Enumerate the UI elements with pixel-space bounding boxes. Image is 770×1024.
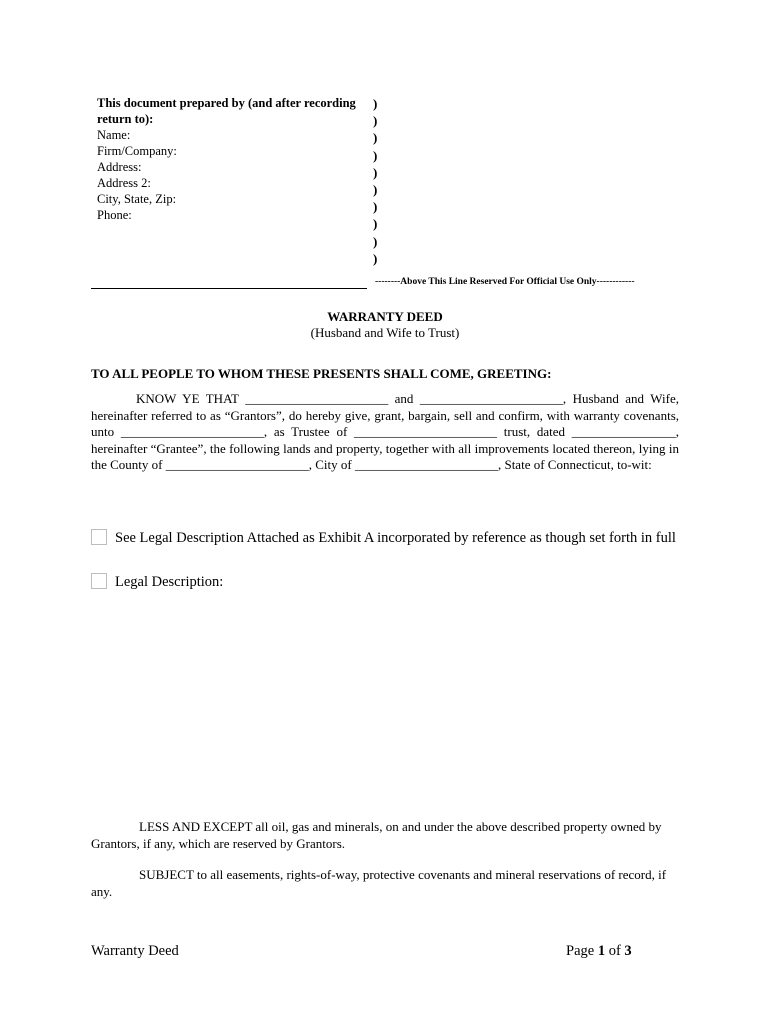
field-name-label: Name: <box>97 128 131 142</box>
paren: ) <box>373 113 378 129</box>
paren: ) <box>373 164 378 180</box>
current-page: 1 <box>597 943 606 959</box>
prepared-by-heading: This document prepared by (and after recording return to): <box>97 96 356 126</box>
paren: ) <box>373 182 378 198</box>
know-ye-paragraph <box>91 391 679 474</box>
paren: ) <box>373 130 378 146</box>
official-use-line: --------Above This Line Reserved For Official Use Only------------ <box>375 277 635 287</box>
prepared-by-block <box>97 95 367 223</box>
legal-description-label: Legal Description: <box>115 574 224 590</box>
paren: ) <box>373 233 378 249</box>
field-city-state-zip-label: City, State, Zip: <box>97 192 177 206</box>
exhibit-option-row <box>91 529 681 547</box>
paren: ) <box>373 96 378 111</box>
less-except-text: LESS AND EXCEPT all oil, gas and minerals, on and under the above described property owned by Grantors, if any, which are reserved by Grantors. <box>91 819 662 851</box>
legal-description-option-row <box>91 573 681 591</box>
field-phone-label: Phone: <box>97 208 132 222</box>
footer-document-name: Warranty Deed <box>91 943 179 959</box>
paren-column <box>373 95 377 267</box>
less-except-paragraph <box>91 818 681 852</box>
paren: ) <box>373 216 378 232</box>
exhibit-checkbox[interactable] <box>91 529 107 545</box>
paren: ) <box>373 147 378 163</box>
field-address2-label: Address 2: <box>97 176 151 190</box>
footer-page-number <box>566 943 632 960</box>
field-firm-label: Firm/Company: <box>97 144 177 158</box>
field-address-label: Address: <box>97 160 142 174</box>
exhibit-option-label: See Legal Description Attached as Exhibit A incorporated by reference as though set forth in full <box>115 530 676 546</box>
total-pages: 3 <box>624 943 632 959</box>
greeting-heading: TO ALL PEOPLE TO WHOM THESE PRESENTS SHALL COME, GREETING: <box>91 366 552 381</box>
page-word: Page <box>566 943 595 959</box>
document-title: WARRANTY DEED <box>327 309 443 324</box>
subject-to-paragraph <box>91 866 681 900</box>
recording-divider-line <box>91 288 367 289</box>
paren: ) <box>373 199 378 215</box>
legal-description-checkbox[interactable] <box>91 573 107 589</box>
know-ye-text: KNOW YE THAT ______________________ and ______________________, Husband and Wife, hereinafter referred to as “Grantors”, do hereby give, grant, bargain, sell and confirm, with warranty covenants, unto ______________________, as Trustee of ______________________ trust, dated ________________, hereinafter “Grantee”, the following lands and property, together with all improvements located thereon, lying in the County of ______________________, City of ______________________, State of Connecticut, to-wit: <box>91 391 679 472</box>
of-word: of <box>608 943 621 959</box>
paren: ) <box>373 250 378 266</box>
document-subtitle: (Husband and Wife to Trust) <box>310 325 460 340</box>
subject-to-text: SUBJECT to all easements, rights-of-way, protective covenants and mineral reservations of record, if any. <box>91 867 667 899</box>
